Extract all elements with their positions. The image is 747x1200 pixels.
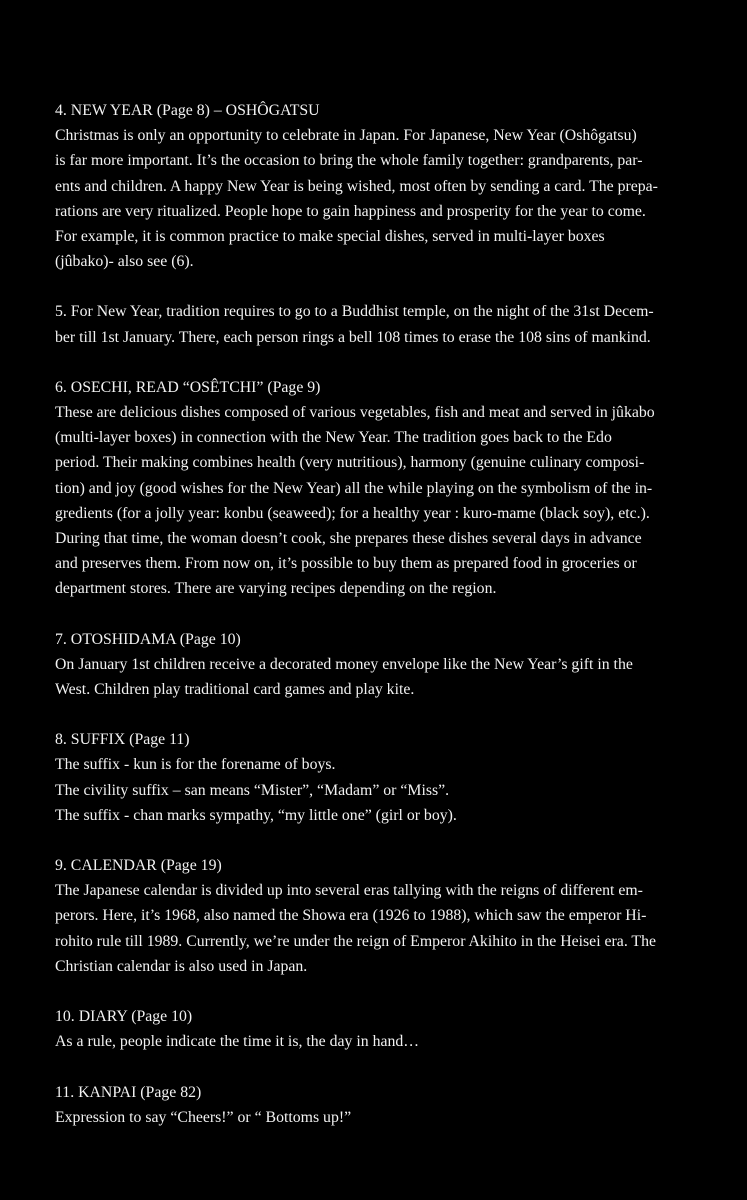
note-heading: 8. SUFFIX (Page 11) — [55, 731, 190, 749]
note-text-line: rohito rule till 1989. Currently, we’re under the reign of Emperor Akihito in the Heisei era. The — [55, 932, 656, 950]
note-text-line: is far more important. It’s the occasion to bring the whole family together: grandparents, par- — [55, 152, 643, 170]
note-temple-bell — [55, 299, 705, 349]
note-text-line: (jûbako)- also see (6). — [55, 253, 194, 271]
note-kanpai — [55, 1080, 705, 1130]
translation-notes-page — [55, 98, 705, 1155]
note-text-line: gredients (for a jolly year: konbu (seaweed); for a healthy year : kuro-mame (black soy), etc.). — [55, 504, 650, 522]
note-text-line: Expression to say “Cheers!” or “ Bottoms up!” — [55, 1108, 352, 1126]
note-heading: 7. OTOSHIDAMA (Page 10) — [55, 630, 241, 648]
note-heading: 4. NEW YEAR (Page 8) – OSHÔGATSU — [55, 102, 320, 119]
note-text-line: (multi-layer boxes) in connection with the New Year. The tradition goes back to the Edo — [55, 429, 612, 447]
note-text-line: period. Their making combines health (very nutritious), harmony (genuine culinary composi- — [55, 454, 645, 472]
note-text-line: West. Children play traditional card games and play kite. — [55, 681, 415, 699]
note-text-line: and preserves them. From now on, it’s possible to buy them as prepared food in groceries or — [55, 555, 637, 573]
note-text-line: For example, it is common practice to make special dishes, served in multi-layer boxes — [55, 228, 605, 246]
note-osechi — [55, 375, 705, 602]
note-text-line: ber till 1st January. There, each person rings a bell 108 times to erase the 108 sins of mankind. — [55, 328, 651, 346]
note-text-line: The suffix - kun is for the forename of boys. — [55, 756, 336, 774]
note-text-line: rations are very ritualized. People hope to gain happiness and prosperity for the year to come. — [55, 202, 646, 220]
note-text-line: As a rule, people indicate the time it is, the day in hand… — [55, 1033, 420, 1051]
note-text-line: On January 1st children receive a decorated money envelope like the New Year’s gift in the — [55, 655, 633, 673]
note-heading: 9. CALENDAR (Page 19) — [55, 857, 222, 875]
note-calendar — [55, 853, 705, 979]
note-text-line: ents and children. A happy New Year is being wished, most often by sending a card. The prepa- — [55, 177, 658, 195]
note-text-line: During that time, the woman doesn’t cook, she prepares these dishes several days in advance — [55, 530, 642, 548]
note-text-line: The suffix - chan marks sympathy, “my little one” (girl or boy). — [55, 806, 457, 824]
note-text-line: tion) and joy (good wishes for the New Year) all the while playing on the symbolism of the in- — [55, 479, 653, 497]
note-diary — [55, 1004, 705, 1054]
note-text-line: Christmas is only an opportunity to celebrate in Japan. For Japanese, New Year (Oshôgatsu) — [55, 127, 637, 145]
note-heading: 6. OSECHI, READ “OSÊTCHI” (Page 9) — [55, 378, 321, 396]
note-otoshidama — [55, 627, 705, 703]
note-new-year — [55, 98, 705, 274]
note-heading: 10. DIARY (Page 10) — [55, 1008, 193, 1026]
note-heading: 11. KANPAI (Page 82) — [55, 1083, 202, 1101]
note-text-line: Christian calendar is also used in Japan. — [55, 957, 308, 975]
note-text-line: perors. Here, it’s 1968, also named the Showa era (1926 to 1988), which saw the emperor Hi- — [55, 907, 647, 925]
note-text-line: The civility suffix – san means “Mister”, “Madam” or “Miss”. — [55, 781, 450, 799]
note-text-line: department stores. There are varying recipes depending on the region. — [55, 580, 497, 598]
note-text-line: 5. For New Year, tradition requires to go to a Buddhist temple, on the night of the 31st Decem- — [55, 303, 654, 321]
note-text-line: These are delicious dishes composed of various vegetables, fish and meat and served in jûkabo — [55, 404, 655, 422]
note-suffix — [55, 727, 705, 828]
note-text-line: The Japanese calendar is divided up into several eras tallying with the reigns of different em- — [55, 882, 643, 900]
